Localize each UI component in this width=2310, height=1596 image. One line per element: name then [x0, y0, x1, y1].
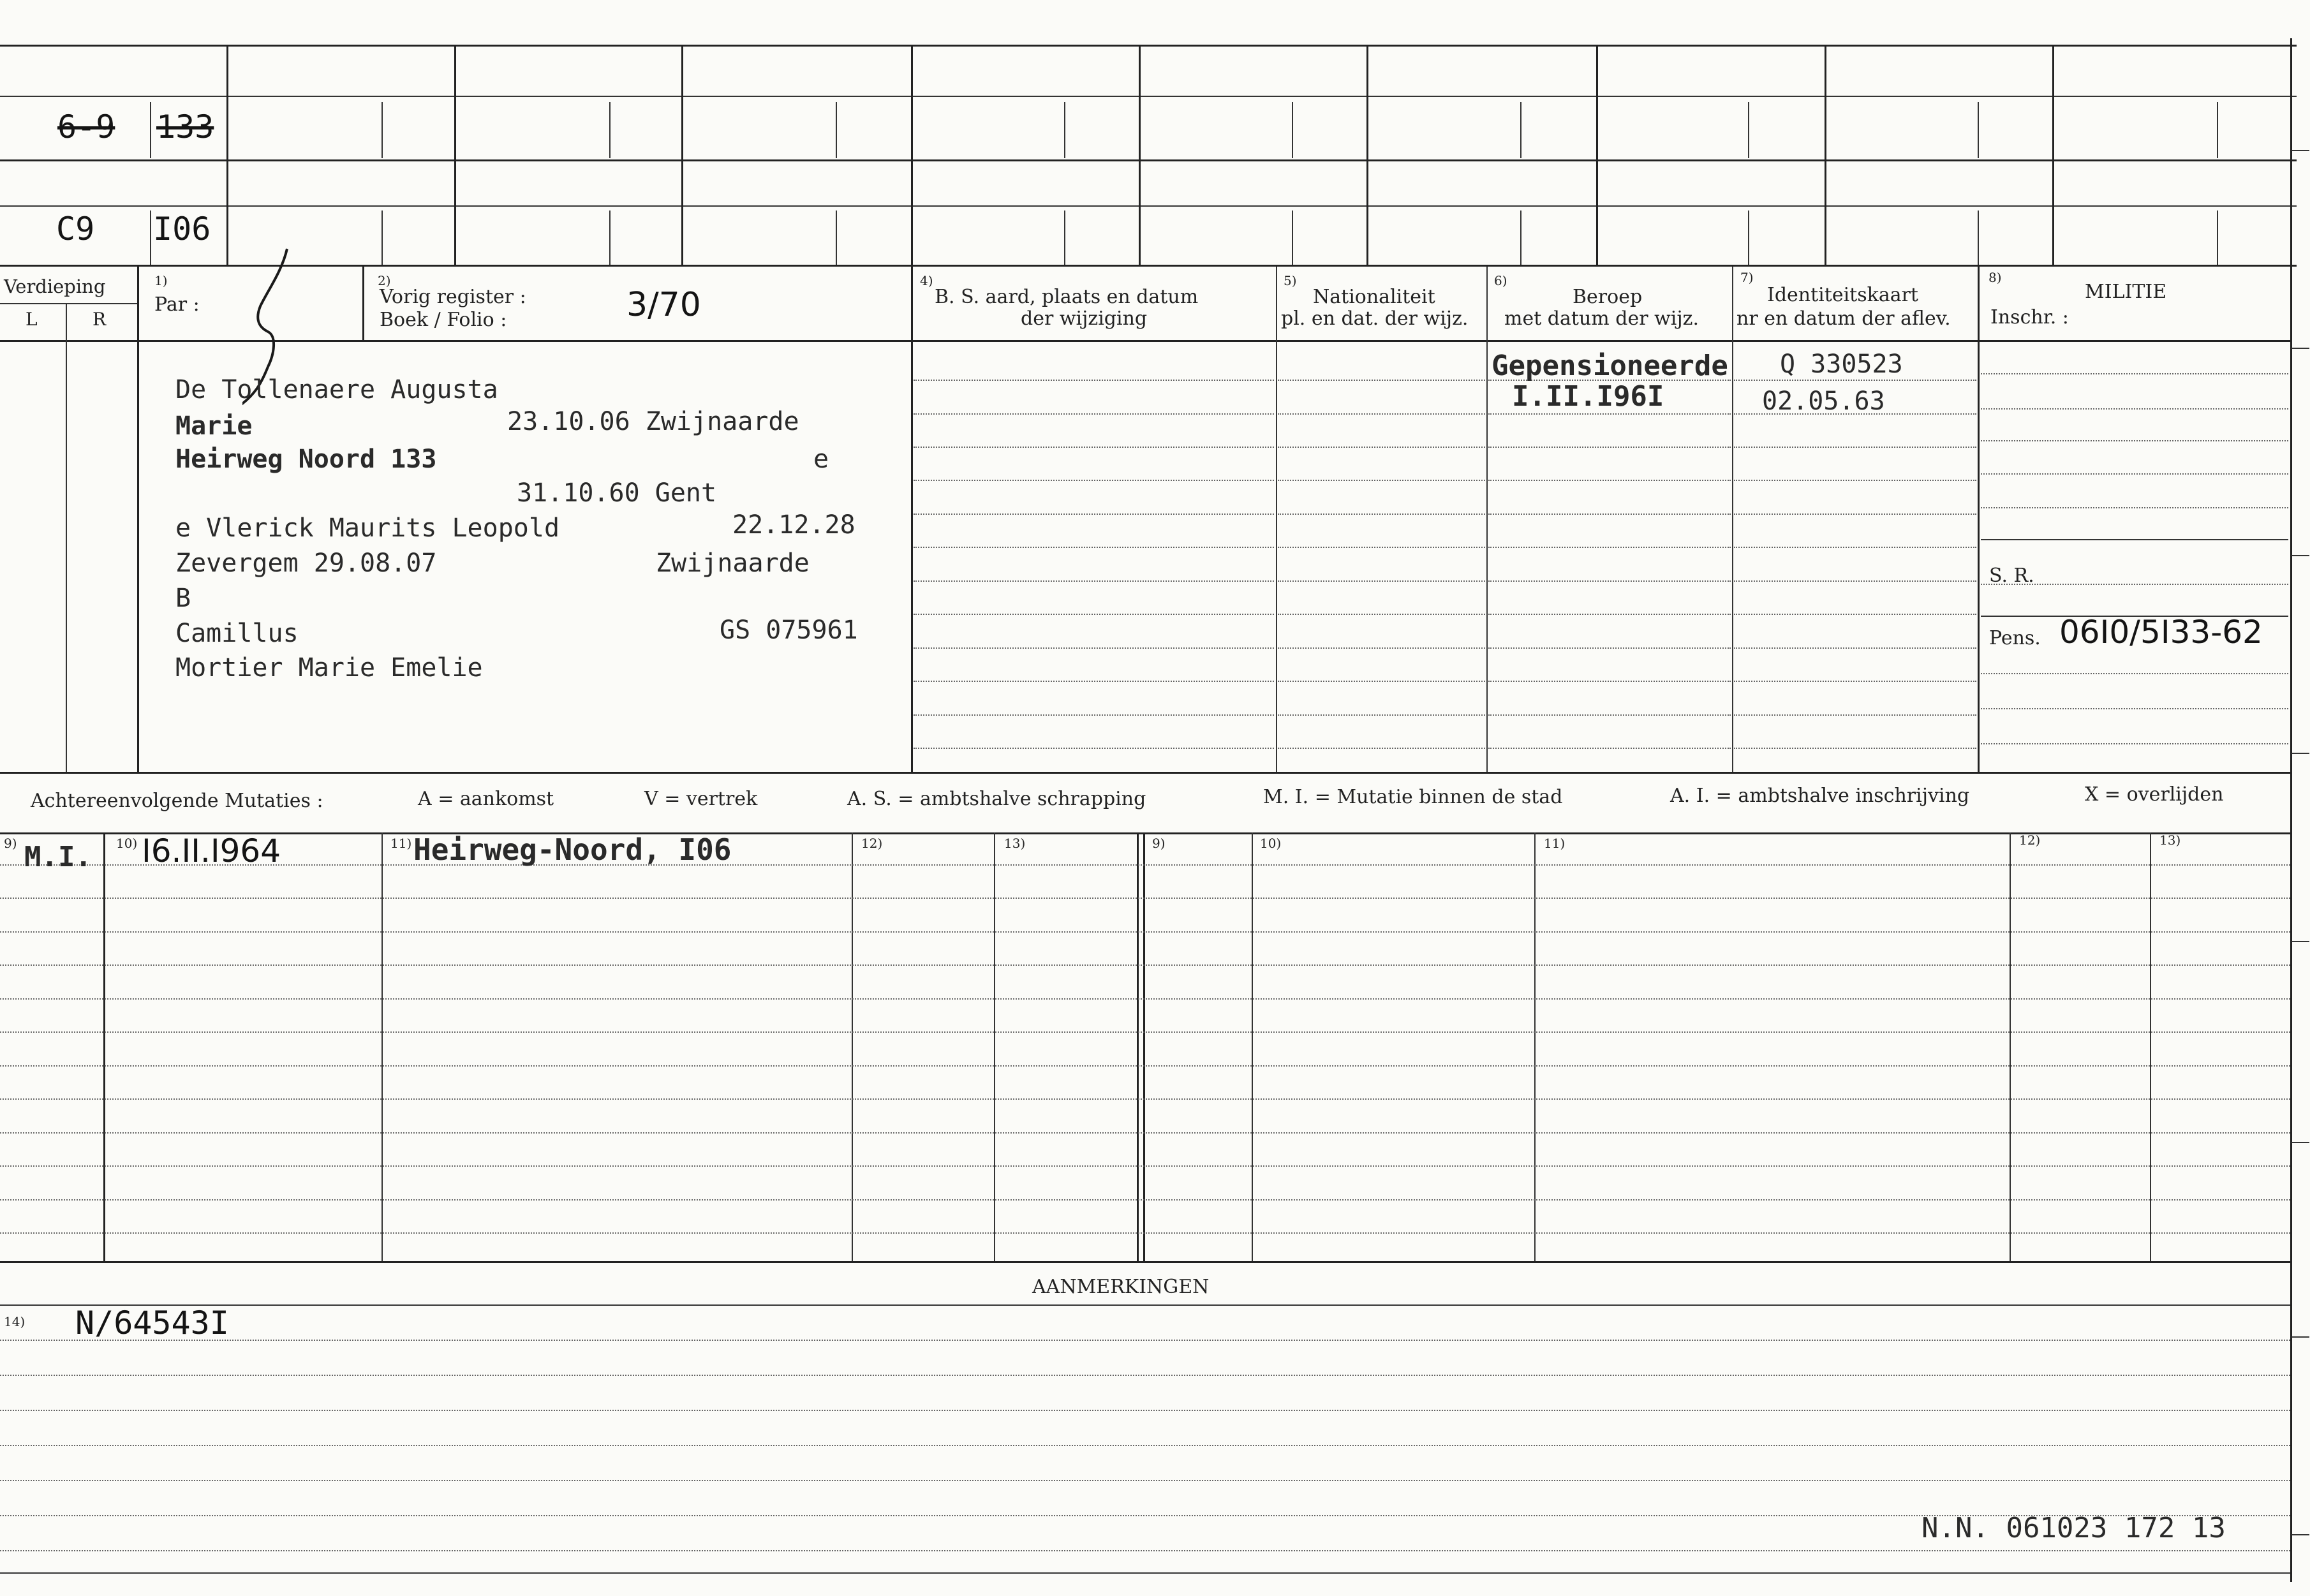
- pens-label: Pens.: [1989, 627, 2041, 649]
- person-line-8-name: Camillus: [175, 619, 299, 648]
- inschr-label: Inschr. :: [1990, 306, 2069, 329]
- field-number-8: 8): [1988, 270, 2002, 285]
- top-row1-left: 6-9: [57, 108, 115, 145]
- person-line-5-spouse: e Vlerick Maurits Leopold: [175, 514, 560, 543]
- field-number-5: 5): [1284, 273, 1297, 288]
- field-number-14: 14): [4, 1314, 26, 1329]
- mutation-col-13-right: 13): [2159, 832, 2181, 848]
- bs-header-line2: der wijziging: [1021, 307, 1148, 330]
- boek-folio-label: Boek / Folio :: [380, 309, 507, 331]
- mutation-col-10: 10): [116, 836, 138, 851]
- field-number-4: 4): [920, 273, 933, 288]
- floor-l-label: L: [26, 309, 38, 330]
- beroep-header-line1: Beroep: [1573, 286, 1643, 308]
- top-row2-num: I06: [153, 211, 211, 248]
- legend-ambtshalve-schrapping: A. S. = ambtshalve schrapping: [847, 788, 1146, 810]
- mutation-col-10-right: 10): [1260, 836, 1282, 851]
- floor-r-label: R: [93, 309, 107, 330]
- person-line-8-code: GS 075961: [720, 616, 858, 645]
- person-line-9: Mortier Marie Emelie: [175, 653, 483, 683]
- nationaliteit-header-line1: Nationaliteit: [1313, 286, 1435, 308]
- mutaties-title: Achtereenvolgende Mutaties :: [31, 790, 323, 812]
- person-line-6-birth: Zevergem 29.08.07: [175, 549, 437, 578]
- field-number-2: 2): [378, 273, 391, 288]
- par-label: Par :: [154, 293, 200, 316]
- top-row1-num: 133: [156, 108, 214, 145]
- top-row2-left: C9: [56, 211, 95, 248]
- beroep-value: Gepensioneerde: [1492, 350, 1728, 382]
- person-line-3-address: Heirweg Noord 133: [175, 445, 437, 474]
- mutation-col-13: 13): [1004, 836, 1026, 851]
- pens-value: 06I0/5I33-62: [2059, 614, 2263, 651]
- legend-vertrek: V = vertrek: [644, 788, 758, 810]
- bs-header-line1: B. S. aard, plaats en datum: [935, 286, 1199, 308]
- field-number-7: 7): [1740, 270, 1754, 285]
- mutation-type-value: M.I.: [24, 841, 92, 873]
- identiteitskaart-header-line1: Identiteitskaart: [1767, 284, 1918, 306]
- mutation-col-11-right: 11): [1544, 836, 1566, 851]
- beroep-date: I.II.I96I: [1512, 380, 1664, 413]
- person-line-3-marker: e: [813, 445, 829, 474]
- mutation-col-11: 11): [390, 836, 412, 851]
- mutation-col-9-right: 9): [1152, 836, 1166, 851]
- field-number-6: 6): [1494, 273, 1507, 288]
- person-line-1: De Tollenaere Augusta: [175, 375, 498, 404]
- person-line-6-place: Zwijnaarde: [656, 549, 810, 578]
- militie-header: MILITIE: [2085, 281, 2167, 303]
- legend-overlijden: X = overlijden: [2085, 783, 2224, 806]
- vorig-register-label: Vorig register :: [380, 286, 526, 308]
- mutation-date-value: I6.II.I964: [142, 832, 281, 869]
- person-line-2-birth: 23.10.06 Zwijnaarde: [507, 407, 799, 436]
- id-card-number: Q 330523: [1780, 350, 1903, 379]
- identiteitskaart-header-line2: nr en datum der aflev.: [1736, 307, 1951, 330]
- mutation-col-9: 9): [4, 836, 17, 851]
- legend-mutatie-binnen-stad: M. I. = Mutatie binnen de stad: [1263, 786, 1563, 808]
- beroep-header-line2: met datum der wijz.: [1504, 307, 1699, 330]
- mutation-address-value: Heirweg-Noord, I06: [413, 832, 732, 867]
- person-line-4: 31.10.60 Gent: [517, 478, 717, 508]
- mutation-col-12-right: 12): [2019, 832, 2041, 848]
- person-line-5-date: 22.12.28: [732, 510, 855, 540]
- nationaliteit-header-line2: pl. en dat. der wijz.: [1281, 307, 1469, 330]
- legend-ambtshalve-inschrijving: A. I. = ambtshalve inschrijving: [1670, 785, 1970, 807]
- legend-aankomst: A = aankomst: [418, 788, 554, 810]
- sr-label: S. R.: [1989, 565, 2034, 587]
- person-line-2-name: Marie: [175, 411, 253, 441]
- field-number-1: 1): [154, 273, 168, 288]
- aanmerkingen-value: N/64543I: [75, 1304, 229, 1341]
- id-card-date: 02.05.63: [1762, 387, 1885, 416]
- verdieping-label: Verdieping: [4, 276, 106, 297]
- person-line-7: B: [175, 584, 191, 613]
- nn-number: N.N. 061023 172 13: [1921, 1512, 2226, 1544]
- mutation-col-12: 12): [861, 836, 883, 851]
- aanmerkingen-title: AANMERKINGEN: [1032, 1276, 1210, 1298]
- boek-folio-value: 3/70: [626, 286, 701, 324]
